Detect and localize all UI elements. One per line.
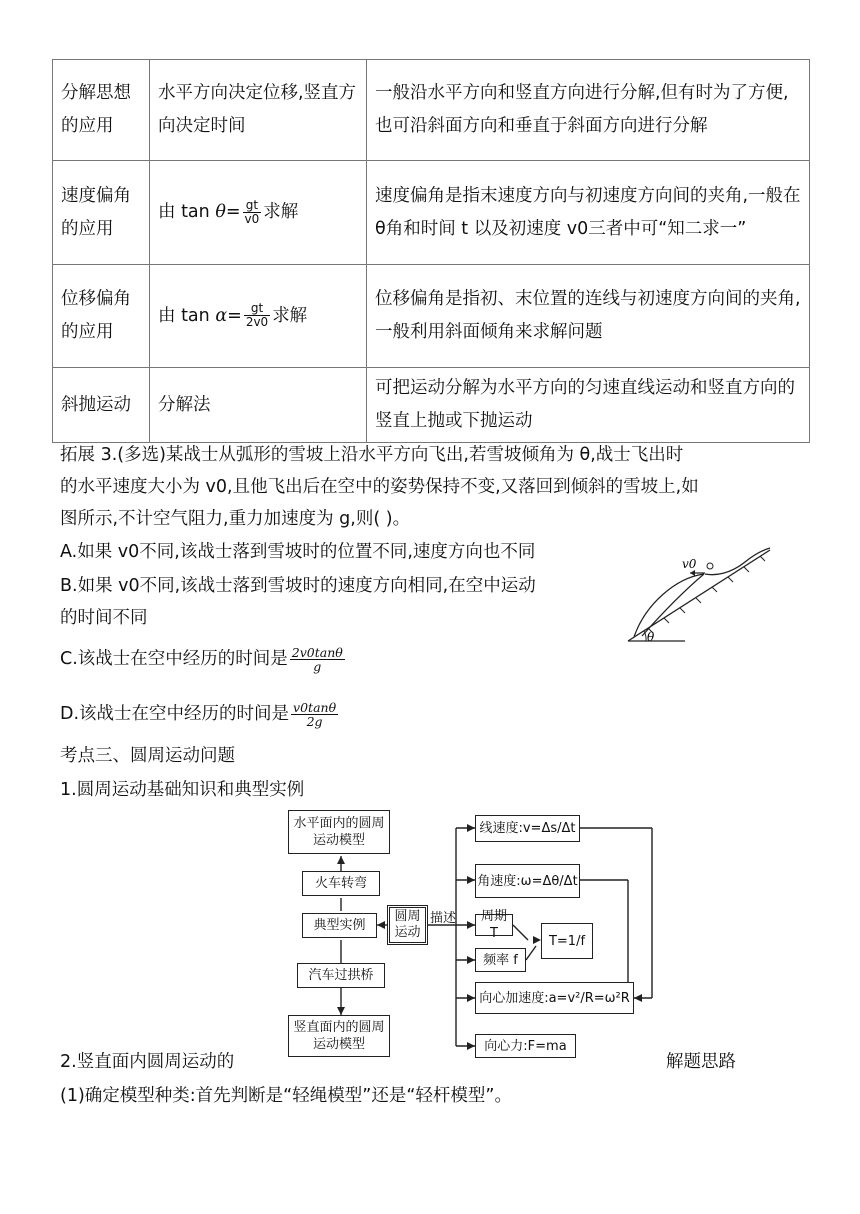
table-row: [53, 161, 810, 265]
table-cell: 分解思想的应用: [53, 60, 150, 161]
fraction-denominator: v0: [244, 211, 260, 226]
section-title: 考点三、圆周运动问题: [60, 746, 235, 766]
option-b: B.如果 v0不同,该战士落到雪坡时的速度方向相同,在空中运动: [60, 576, 536, 596]
option-d-text: D.该战士在空中经历的时间是: [60, 704, 290, 724]
circular-motion-box: 圆周运动: [387, 905, 428, 945]
option-a: A.如果 v0不同,该战士落到雪坡时的位置不同,速度方向也不同: [60, 542, 536, 562]
fraction-numerator: v0tanθ: [293, 699, 337, 715]
fraction: [291, 701, 338, 728]
linear-speed-text: 线速度:v=Δs/Δt: [479, 821, 576, 836]
option-b-cont: 的时间不同: [60, 608, 148, 628]
option-c: [60, 645, 347, 673]
table-cell: 位移偏角是指初、末位置的连线与初速度方向间的夹角,一般利用斜面倾角来求解问题: [367, 265, 810, 368]
fraction: [290, 646, 345, 673]
table-row: [53, 60, 810, 161]
centripetal-force-box: 向心力:F=ma: [475, 1034, 576, 1058]
linear-speed-box: [475, 815, 580, 842]
fraction-denominator: g: [313, 658, 322, 674]
frequency-box: 频率 f: [475, 948, 526, 972]
option-c-text: C.该战士在空中经历的时间是: [60, 649, 288, 669]
fraction-denominator: 2g: [306, 713, 323, 729]
centripetal-accel-box: 向心加速度:a=v²/R=ω²R: [475, 982, 634, 1014]
tf-box: T=1/f: [541, 923, 593, 959]
knowledge-table: [52, 59, 810, 443]
table-cell: 一般沿水平方向和竖直方向进行分解,但有时为了方便,也可沿斜面方向和垂直于斜面方向进行分解: [367, 60, 810, 161]
formula-symbol: α: [215, 305, 228, 326]
fraction-numerator: gt: [243, 199, 262, 213]
velocity-label: v0: [682, 557, 697, 571]
subsection-left: 2.竖直面内圆周运动的: [60, 1052, 235, 1072]
table-cell: 水平方向决定位移,竖直方向决定时间: [150, 60, 367, 161]
table-cell: 位移偏角的应用: [53, 265, 150, 368]
angular-speed-box: [475, 864, 580, 898]
formula-eq: =: [227, 305, 242, 326]
problem-line: 拓展 3.(多选)某战士从弧形的雪坡上沿水平方向飞出,若雪坡倾角为 θ,战士飞出时: [60, 445, 684, 465]
arch-bridge-box: 汽车过拱桥: [297, 963, 385, 988]
problem-line: 的水平速度大小为 v0,且他飞出后在空中的姿势保持不变,又落回到倾斜的雪坡上,如: [60, 477, 699, 497]
describe-label: 描述: [430, 911, 457, 926]
table-row: [53, 265, 810, 368]
formula-prefix: 由 tan: [158, 305, 216, 326]
table-row: [53, 368, 810, 443]
table-cell: 分解法: [150, 368, 367, 443]
problem-line: 图所示,不计空气阻力,重力加速度为 g,则( )。: [60, 509, 411, 529]
formula-suffix: 求解: [263, 202, 299, 222]
fraction: [243, 199, 262, 226]
table-cell: 速度偏角的应用: [53, 161, 150, 265]
horizontal-model-box: 水平面内的圆周运动模型: [288, 810, 390, 854]
fraction: [244, 302, 270, 329]
table-cell: 斜抛运动: [53, 368, 150, 443]
angle-label: θ: [647, 630, 655, 644]
fraction-numerator: 2v0tanθ: [291, 644, 343, 660]
period-box: 周期 T: [475, 914, 513, 936]
formula-symbol: θ: [215, 202, 226, 222]
formula-cell: [150, 161, 367, 265]
fraction-numerator: gt: [244, 302, 270, 316]
formula-eq: =: [225, 202, 241, 222]
table-cell: 速度偏角是指末速度方向与初速度方向间的夹角,一般在 θ角和时间 t 以及初速度 v0三者中可“知二求一”: [367, 161, 810, 265]
subsection-right: 解题思路: [666, 1052, 736, 1072]
angular-speed-text: 角速度:ω=Δθ/Δt: [477, 873, 578, 889]
examples-box: 典型实例: [302, 913, 377, 938]
subsection-text: (1)确定模型种类:首先判断是“轻绳模型”还是“轻杆模型”。: [60, 1086, 512, 1106]
vertical-model-box: 竖直面内的圆周运动模型: [288, 1015, 390, 1057]
slope-figure: [620, 540, 780, 652]
train-curve-box: 火车转弯: [302, 871, 380, 896]
option-d: [60, 700, 340, 728]
table-cell: 可把运动分解为水平方向的匀速直线运动和竖直方向的竖直上抛或下抛运动: [367, 368, 810, 443]
formula-suffix: 求解: [272, 305, 308, 326]
formula-prefix: 由 tan: [158, 202, 216, 222]
formula-cell: [150, 265, 367, 368]
fraction-denominator: 2v0: [245, 315, 269, 329]
section-subtitle: 1.圆周运动基础知识和典型实例: [60, 780, 305, 800]
